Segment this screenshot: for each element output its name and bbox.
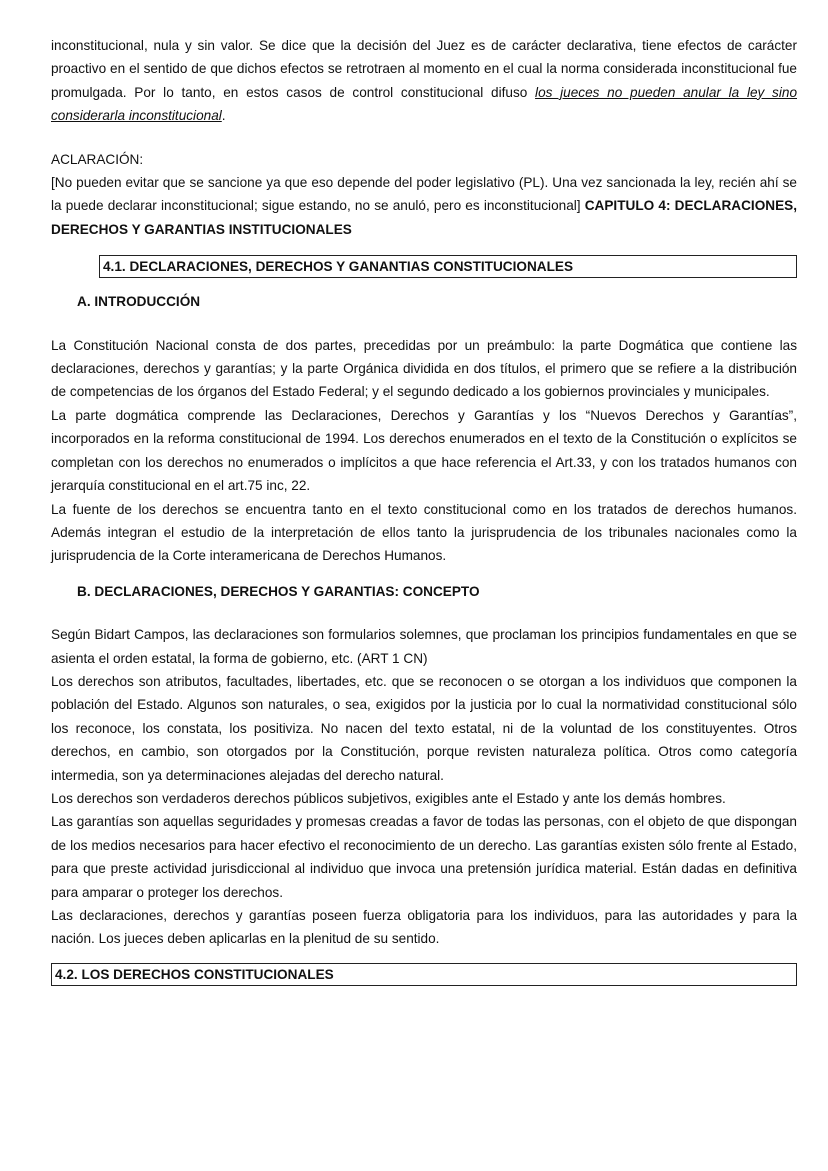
chapter-title: CAPITULO 4: DECLARACIONES, DERECHOS Y GARANTIAS INSTITUCIONALES [51, 198, 797, 237]
concepto-paragraph-1: Según Bidart Campos, las declaraciones son formularios solemnes, que proclaman los principios fundamentales en que se asienta el orden estatal, la forma de gobierno, etc. (ART 1 CN) [51, 627, 797, 666]
concepto-paragraph-4: Las garantías son aquellas seguridades y promesas creadas a favor de todas las personas, con el objeto de que dispongan de los medios necesarios para hacer efectivo el reconocimiento de un derecho. Las garantías existen sólo frente al Estado, para que preste actividad jurisdiccional al individuo que invoca una pretensión jurídica material. Están dadas en definitiva para amparar o proteger los derechos. [51, 814, 797, 900]
section-box-4-1: 4.1. DECLARACIONES, DERECHOS Y GANANTIAS CONSTITUCIONALES [99, 255, 797, 278]
intro-paragraph-1: La Constitución Nacional consta de dos partes, precedidas por un preámbulo: la parte Dogmática que contiene las declaraciones, derechos y garantías; y la parte Orgánica dividida en dos títulos, el primero que se refiere a la distribución de competencias de los órganos del Estado Federal; y el segundo dedicado a los gobiernos provinciales y municipales. [51, 337, 797, 400]
concepto-paragraph-3: Los derechos son verdaderos derechos públicos subjetivos, exigibles ante el Estado y ante los demás hombres. [51, 790, 726, 806]
intro-paragraph-2: La parte dogmática comprende las Declaraciones, Derechos y Garantías y los “Nuevos Derechos y Garantías”, incorporados en la reforma constitucional de 1994. Los derechos enumerados en el texto de la Constitución o explícitos se completan con los derechos no enumerados o implícitos a que hace referencia el Art.33, y con los tratados humanos con jerarquía constitucional en el art.75 inc, 22. [51, 407, 797, 494]
concepto-paragraph-5: Las declaraciones, derechos y garantías poseen fuerza obligatoria para los individuos, para las autoridades y para la nación. Los jueces deben aplicarlas en la plenitud de su sentido. [51, 908, 797, 947]
intro-paragraph-3: La fuente de los derechos se encuentra tanto en el texto constitucional como en los tratados de derechos humanos. Además integran el estudio de la interpretación de ellos tanto la jurisprudencia de los tribunales nacionales como la jurisprudencia de la Corte interamericana de Derechos Humanos. [51, 501, 797, 564]
paragraph-text: inconstitucional, nula y sin valor. Se dice que la decisión del Juez es de carácter declarativa, tiene efectos de carácter proactivo en el sentido de que dichos efectos se retrotraen al momento en el cual la norma considerada inconstitucional fue promulgada. Por lo tanto, en estos casos de control constitucional difuso [51, 38, 797, 100]
heading-concepto: B. DECLARACIONES, DERECHOS Y GARANTIAS: CONCEPTO [77, 583, 480, 599]
paragraph-end: . [221, 108, 226, 124]
underlined-statement: los jueces no pueden anular la ley sino considerarla inconstitucional [51, 84, 797, 124]
paragraph-aclaracion [51, 171, 797, 241]
section-box-4-2: 4.2. LOS DERECHOS CONSTITUCIONALES [51, 963, 797, 986]
paragraph-control-difuso [51, 34, 797, 128]
aclaracion-label: ACLARACIÓN: [51, 151, 144, 167]
document-page [51, 34, 797, 986]
concepto-paragraph-2: Los derechos son atributos, facultades, libertades, etc. que se reconocen o se otorgan a los individuos que componen la población del Estado. Algunos son naturales, o sea, exigidos por la justicia por lo cual la normatividad constitucional sólo los reconoce, los constata, los positiviza. No nacen del texto estatal, ni de la voluntad de los constituyentes. Otros derechos, en cambio, son otorgados por la Constitución, porque revisten naturaleza política. Otros como categoría intermedia, son ya determinaciones alejadas del derecho natural. [51, 673, 797, 783]
heading-introduccion: A. INTRODUCCIÓN [77, 294, 201, 310]
paragraph-text: [No pueden evitar que se sancione ya que eso depende del poder legislativo (PL). Una vez sancionada la ley, recién ahí se la puede declarar inconstitucional; sigue estando, no se anuló, pero es inconstitucional] [51, 175, 797, 214]
